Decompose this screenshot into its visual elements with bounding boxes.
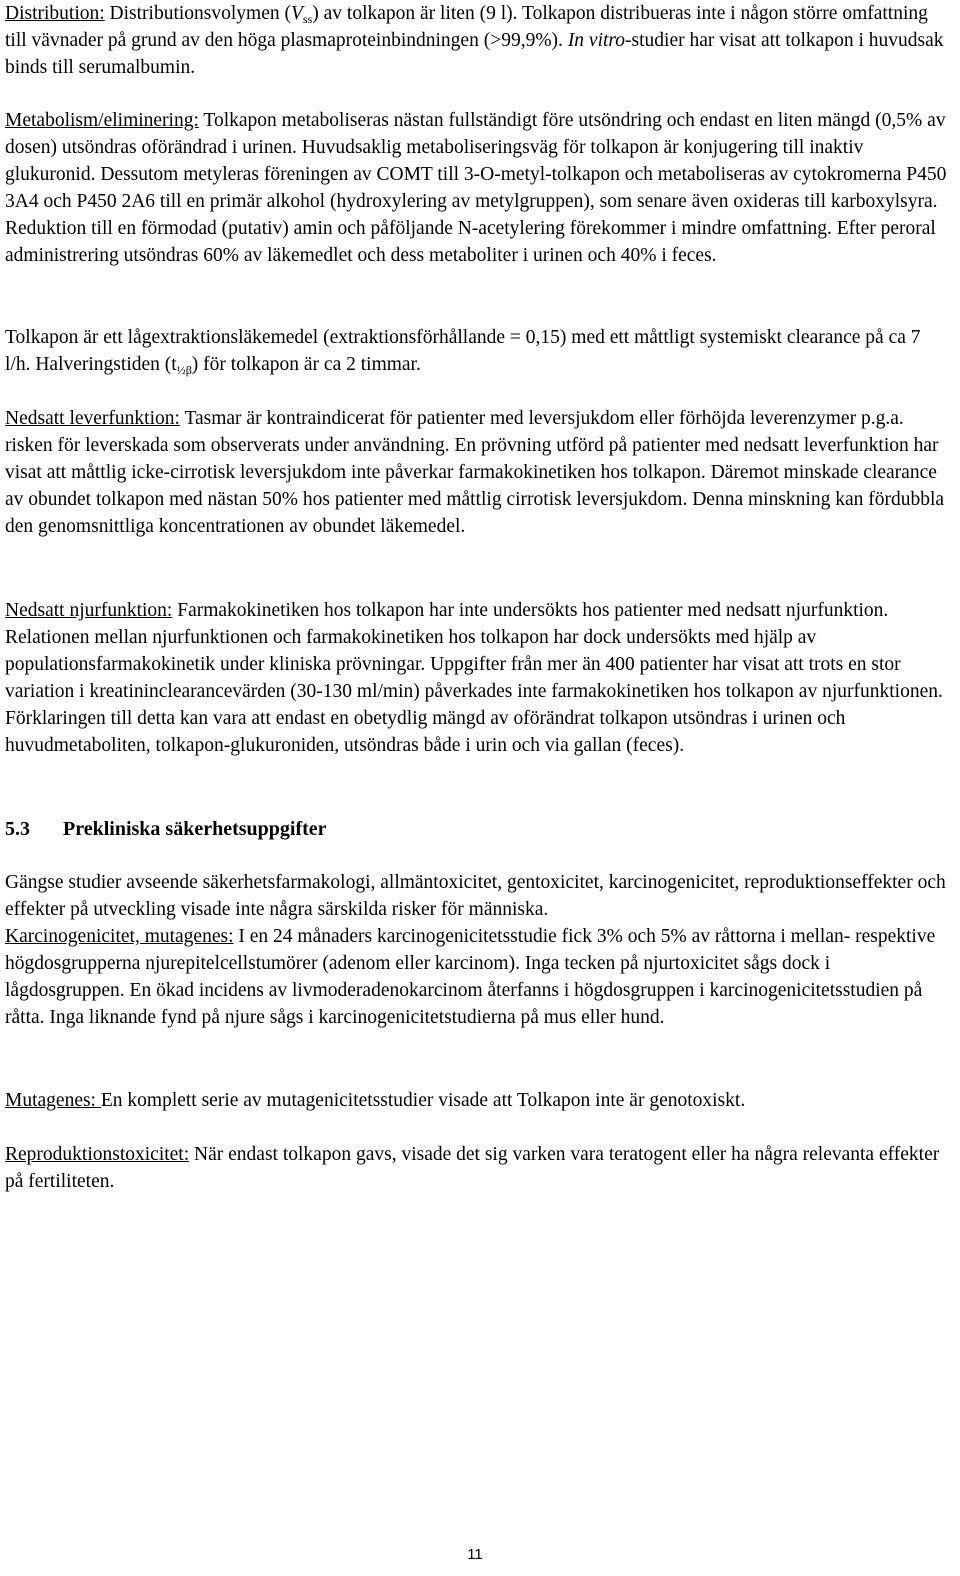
section-title: Prekliniska säkerhetsuppgifter <box>63 818 327 840</box>
paragraph-clearance: Tolkapon är ett lågextraktionsläkemedel (extraktionsförhållande = 0,15) med ett måttligt systemiskt clearance på ca 7 l/h. Halveringstiden $(t_{\frac{1}{2}\beta})$ för tolkapon är ca 2 timmar. <box>5 327 921 377</box>
section-number: 5.3 <box>5 818 30 840</box>
reproductive-label: Reproduktionstoxicitet: <box>5 1144 190 1165</box>
paragraph-metabolism: Metabolism/eliminering: Tolkapon metaboliseras nästan fullständigt före utsöndring och endast en liten mängd (0,5% av dosen) utsöndras oförändrad i urinen. Huvudsaklig metaboliseringsväg för tolkapon är konjugering till inaktiv glukuronid. Dessutom metyleras föreningen av COMT till 3-O-metyl-tolkapon och metaboliseras av cytokromerna P450 3A4 och P450 2A6 till en primär alkohol (hydroxylering av metylgruppen), som senare även oxideras till karboxylsyra. Reduktion till en förmodad (putativ) amin och påföljande N-acetylering förekommer i mindre omfattning. Efter peroral administrering utsöndras 60% av läkemedlet och dess metaboliter i urinen och 40% i feces. <box>5 110 947 266</box>
carcinogenicity-label: Karcinogenicitet, mutagenes: <box>5 926 234 947</box>
page-number: 11 <box>467 1546 483 1563</box>
hepatic-label: Nedsatt leverfunktion: <box>5 408 180 429</box>
section-heading <box>5 815 327 843</box>
paragraph-mutagenesis: Mutagenes: En komplett serie av mutagenicitetsstudier visade att Tolkapon inte är genotoxiskt. <box>5 1090 746 1111</box>
paragraph-hepatic-impairment: Nedsatt leverfunktion: Tasmar är kontraindicerat för patienter med leversjukdom eller förhöjda leverenzymer p.g.a. risken för leverskada som observerats under användning. En prövning utförd på patienter med nedsatt leverfunktion har visat att måttlig icke-cirrotisk leversjukdom inte påverkar farmakokinetiken hos tolkapon. Däremot minskade clearance av obundet tolkapon med nästan 50% hos patienter med måttlig cirrotisk leversjukdom. Denna minskning kan fördubbla den genomsnittliga koncentrationen av obundet läkemedel. <box>5 408 945 537</box>
renal-label: Nedsatt njurfunktion: <box>5 600 173 621</box>
paragraph-reproductive-toxicity: Reproduktionstoxicitet: När endast tolkapon gavs, visade det sig varken vara teratogent eller ha några relevanta effekter på fertiliteten. <box>5 1144 940 1192</box>
paragraph-distribution: Distribution: Distributionsvolymen $(V_{ss})$ av tolkapon är liten (9 l). Tolkapon distribueras inte i någon större omfattning till vävnader på grund av den höga plasmaproteinbindningen (>99,9%). In vitro-studier har visat att tolkapon i huvudsak binds till serumalbumin. <box>5 3 944 78</box>
paragraph-preclinical: Gängse studier avseende säkerhetsfarmakologi, allmäntoxicitet, gentoxicitet, karcinogenicitet, reproduktionseffekter och effekter på utveckling visade inte några särskilda risker för människa. Karcinogenicitet, mutagenes: I en 24 månaders karcinogenicitetsstudie fick 3% och 5% av råttorna i mellan- respektive högdosgrupperna njurepitelcellstumörer (adenom eller karcinom). Inga tecken på njurtoxicitet sågs dock i lågdosgruppen. En ökad incidens av livmoderadenokarcinom återfanns i högdosgruppen i karcinogenicitetsstudien på råtta. Inga liknande fynd på njure sågs i karcinogenicitetstudierna på mus eller hund. <box>5 872 946 1028</box>
metabolism-label: Metabolism/eliminering: <box>5 110 199 131</box>
paragraph-renal-impairment: Nedsatt njurfunktion: Farmakokinetiken hos tolkapon har inte undersökts hos patienter med nedsatt njurfunktion. Relationen mellan njurfunktionen och farmakokinetiken hos tolkapon har dock undersökts med hjälp av populationsfarmakokinetik under kliniska prövningar. Uppgifter från mer än 400 patienter har visat att trots en stor variation i kreatininclearancevärden (30-130 ml/min) påverkades inte farmakokinetiken hos tolkapon av njurfunktionen. Förklaringen till detta kan vara att endast en obetydlig mängd av oförändrat tolkapon utsöndras i urinen och huvudmetaboliten, tolkapon-glukuroniden, utsöndras både i urin och via gallan (feces). <box>5 600 943 756</box>
distribution-label: Distribution: <box>5 3 105 24</box>
mutagenesis-label: Mutagenes: <box>5 1090 101 1111</box>
